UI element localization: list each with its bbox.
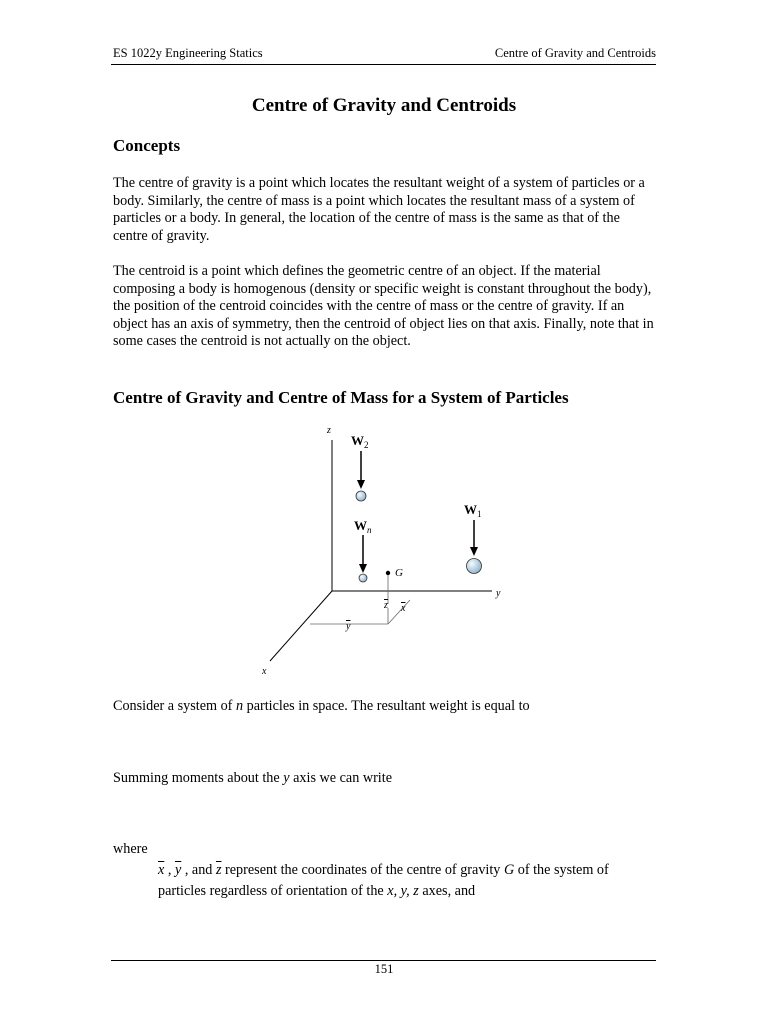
particle-system-figure: [250, 418, 520, 680]
g-label: G: [395, 567, 403, 579]
w1-arrowhead: [470, 547, 478, 556]
summing-sentence: Summing moments about the y axis we can write: [113, 770, 392, 786]
header-right: Centre of Gravity and Centroids: [494, 46, 656, 60]
xbar-label: x: [401, 603, 406, 614]
w2-arrowhead: [357, 480, 365, 489]
ybar-symbol: $\overline{y}$: [174, 862, 182, 878]
ybar-label: y: [346, 621, 351, 632]
x-axis-label: x: [262, 666, 267, 677]
wn-arrowhead: [359, 564, 367, 573]
page-number: 151: [374, 962, 394, 976]
footer-rule: [111, 960, 656, 961]
particle-1: [467, 559, 482, 574]
page-title: Centre of Gravity and Centroids: [251, 95, 517, 116]
header-left: ES 1022y Engineering Statics: [113, 46, 263, 60]
particle-2: [356, 491, 366, 501]
zbar-label: z: [384, 600, 388, 611]
concepts-paragraph-2: The centroid is a point which defines the geometric centre of an object. If the material composing a body is homogenous (density or specific weight is constant throughout the body), the position of the centroid coincides with the centre of mass or the centre of gravity. If an object has an axis of symmetry, then the centroid of object lies on that axis. Finally, note that in some cases the centroid is not actually on the object.: [113, 263, 654, 350]
w2-label: $W_2$: [351, 433, 369, 450]
wn-label: $W_n$: [354, 518, 372, 535]
concepts-heading: Concepts: [113, 136, 181, 155]
x-axis: [270, 591, 332, 661]
where-description: $\overline{x}$ , $\overline{y}$ , and $\overline{z}$ represent the coordinates of the centre of gravity G of the system of particles regardless of orientation of the x, y, z axes, and: [158, 862, 609, 899]
concepts-paragraph-1: The centre of gravity is a point which locates the resultant weight of a system of particles or a body. Similarly, the centre of mass is a point which locates the resultant mass of a system of particles or a body. In general, the location of the centre of mass is the same as that of the centre of gravity.: [113, 175, 645, 244]
xbar-symbol: $\overline{x}$: [158, 862, 165, 878]
consider-sentence: Consider a system of n particles in space. The resultant weight is equal to: [113, 698, 530, 714]
z-axis-label: z: [327, 425, 331, 436]
header-rule: [111, 64, 656, 65]
xbar-dimension-line: [388, 600, 410, 624]
centre-of-gravity-point: [386, 571, 390, 575]
particle-n: [359, 574, 367, 582]
w1-label: $W_1$: [464, 502, 482, 519]
zbar-symbol: $\overline{z}$: [215, 862, 222, 878]
where-label: where: [113, 841, 148, 857]
section-heading-particles: Centre of Gravity and Centre of Mass for a System of Particles: [113, 388, 569, 407]
y-axis-label: y: [496, 588, 501, 599]
